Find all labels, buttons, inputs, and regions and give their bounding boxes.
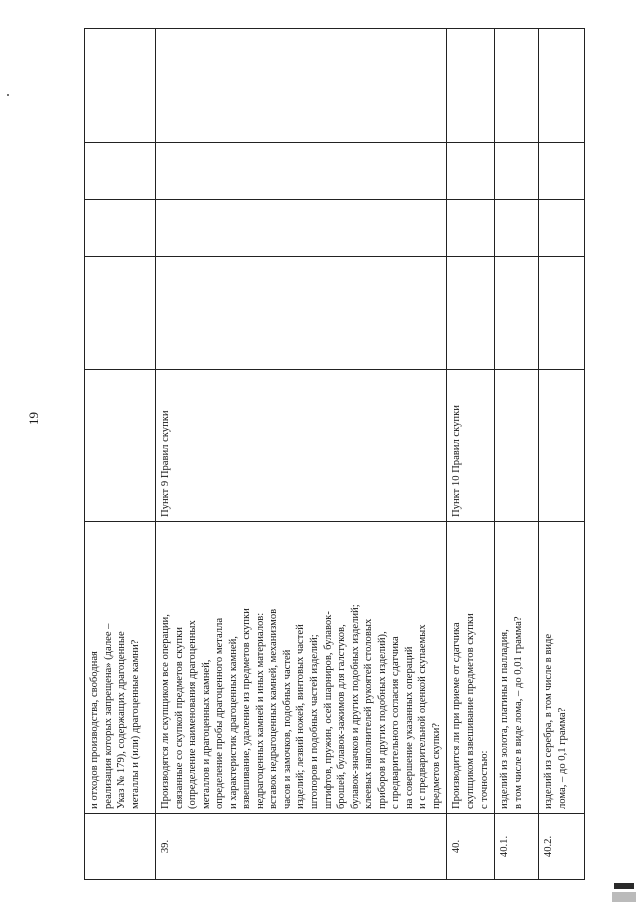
reference-cell	[495, 370, 539, 522]
question-line: металлы и (или) драгоценные камни?	[129, 639, 141, 809]
question-line: в том числе в виде лома, – до 0,01 грамма?	[512, 616, 524, 809]
question-line: и характеристик драгоценных камней,	[227, 636, 239, 809]
question-line: скупщиком взвешивание предметов скупки	[465, 613, 477, 809]
question-line: взвешивание, удаление из предметов скупки	[241, 608, 253, 809]
question-line: (определение наименования драгоценных	[187, 620, 199, 809]
row-number: 40.	[447, 814, 495, 880]
table-row	[447, 29, 495, 880]
question-line: и с предварительной оценкой скупаемых	[417, 624, 429, 809]
row-number: 40.2.	[539, 814, 585, 880]
answer-na-cell	[495, 143, 539, 200]
question-cell	[85, 522, 156, 814]
question-line: приборов и других подобных изделий),	[376, 631, 388, 809]
page-number: 19	[26, 412, 41, 425]
question-line: Производятся ли скупщиком все операции,	[160, 614, 171, 809]
scan-edge-shadow	[612, 892, 636, 902]
question-line: на совершение указанных операций	[403, 646, 415, 809]
answer-na-cell	[156, 143, 447, 200]
question-line: брошей, булавок-зажимов для галстуков,	[336, 624, 348, 809]
question-line: Указ № 179), содержащих драгоценные	[116, 631, 128, 809]
question-line: реализация которых запрещена» (далее –	[102, 623, 114, 809]
answer-no-cell	[85, 200, 156, 257]
scan-speck	[7, 94, 9, 96]
question-cell	[495, 522, 539, 814]
question-line: и отходов производства, свободная	[89, 651, 100, 809]
notes-cell	[85, 29, 156, 143]
question-cell	[539, 522, 585, 814]
answer-na-cell	[85, 143, 156, 200]
question-line: недрагоценных камней и иных материалов:	[254, 612, 266, 809]
question-line: Производится ли при приеме от сдатчика	[451, 622, 463, 809]
question-line: изделий из серебра, в том числе в виде	[543, 633, 555, 809]
question-line: изделий из золота, платины и палладия,	[499, 629, 511, 809]
row-number: 39.	[156, 814, 447, 880]
answer-na-cell	[539, 143, 585, 200]
notes-cell	[156, 29, 447, 143]
row-number: 40.1.	[495, 814, 539, 880]
scan-edge-mark	[614, 883, 634, 889]
question-line: предметов скупки?	[430, 723, 442, 809]
reference-cell: Пункт 10 Правил скупки	[447, 370, 495, 522]
question-cell	[447, 522, 495, 814]
question-line: с точностью:	[478, 750, 490, 809]
answer-yes-cell	[156, 257, 447, 370]
question-line: с предварительного согласия сдатчика	[390, 636, 402, 809]
question-line: изделий; лезвий ножей, винтовых частей	[295, 624, 307, 809]
answer-no-cell	[495, 200, 539, 257]
question-line: часов и замочков, подобных частей	[281, 649, 293, 809]
answer-yes-cell	[495, 257, 539, 370]
answer-no-cell	[447, 200, 495, 257]
question-line: лома, – до 0,1 грамма?	[556, 707, 568, 809]
reference-cell	[85, 370, 156, 522]
notes-cell	[495, 29, 539, 143]
question-cell	[156, 522, 447, 814]
checklist-table	[84, 28, 585, 880]
answer-yes-cell	[539, 257, 585, 370]
table-row	[156, 29, 447, 880]
answer-yes-cell	[85, 257, 156, 370]
table-row	[85, 29, 156, 880]
question-line: штопоров и подобных частей изделий;	[309, 634, 321, 809]
answer-no-cell	[156, 200, 447, 257]
question-line: клеевых наполнителей рукоятей столовых	[363, 618, 375, 809]
question-line: металлов и драгоценных камней,	[200, 659, 212, 809]
answer-na-cell	[447, 143, 495, 200]
notes-cell	[447, 29, 495, 143]
reference-cell: Пункт 9 Правил скупки	[156, 370, 447, 522]
checklist-table-rotated	[84, 29, 581, 880]
question-line: штифтов, пружин, осей шарниров, булавок-	[322, 611, 334, 809]
question-line: вставок недрагоценных камней, механизмов	[268, 608, 280, 809]
notes-cell	[539, 29, 585, 143]
reference-cell	[539, 370, 585, 522]
table-row	[495, 29, 539, 880]
row-number	[85, 814, 156, 880]
table-row	[539, 29, 585, 880]
question-line: булавок-значков и других подобных изделий;	[349, 604, 361, 809]
question-line: связанные со скупкой предметов скупки	[173, 627, 185, 809]
answer-no-cell	[539, 200, 585, 257]
answer-yes-cell	[447, 257, 495, 370]
question-line: определение пробы драгоценного металла	[214, 617, 226, 809]
